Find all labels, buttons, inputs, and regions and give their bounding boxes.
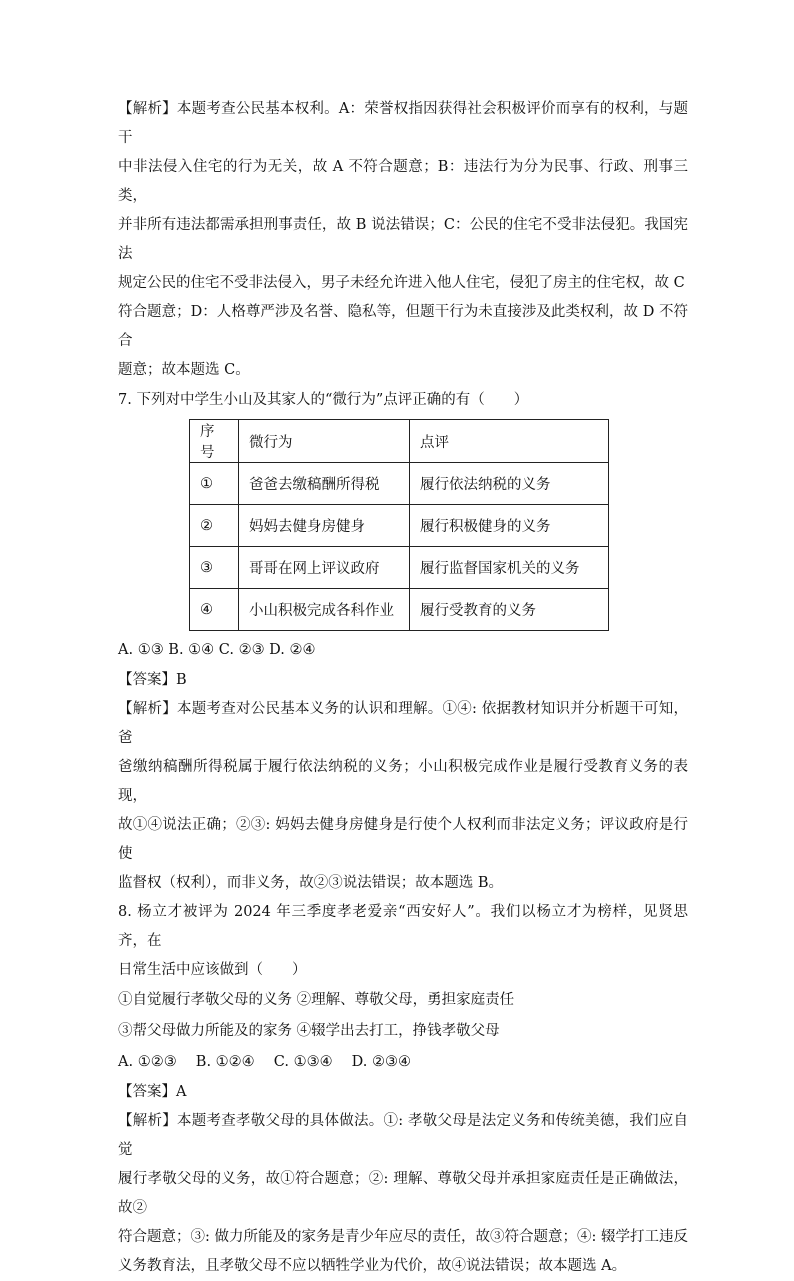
text-line: 规定公民的住宅不受非法侵入，男子未经允许进入他人住宅，侵犯了房主的住宅权，故 C xyxy=(118,275,685,291)
question-7 xyxy=(118,385,688,898)
table-row xyxy=(190,463,609,505)
analysis-block-q6 xyxy=(118,95,688,385)
table-row xyxy=(190,505,609,547)
table-cell: 妈妈去健身房健身 xyxy=(239,505,410,547)
question-stem: 日常生活中应该做到（ ） xyxy=(118,962,307,978)
analysis-line: 义务教育法，且孝敬父母不应以牺牲学业为代价，故④说法错误；故本题选 A。 xyxy=(118,1258,627,1274)
text-line: 并非所有违法都需承担刑事责任，故 B 说法错误；C：公民的住宅不受非法侵犯。我国宪法 xyxy=(118,217,688,262)
answer-options: A. ①③ B. ①④ C. ②③ D. ②④ xyxy=(118,642,316,658)
document-page xyxy=(118,95,688,1281)
table-cell: 履行监督国家机关的义务 xyxy=(410,547,609,589)
statement-items: ①自觉履行孝敬父母的义务 ②理解、尊敬父母，勇担家庭责任 xyxy=(118,992,515,1008)
table-row xyxy=(190,589,609,631)
table-header-cell: 序号 xyxy=(190,420,239,463)
table-cell: 小山积极完成各科作业 xyxy=(239,589,410,631)
answer-line: 【答案】B xyxy=(118,672,187,688)
table-cell: 哥哥在网上评议政府 xyxy=(239,547,410,589)
behavior-table xyxy=(189,419,609,631)
question-stem: 8. 杨立才被评为 2024 年三季度孝老爱亲“西安好人”。我们以杨立才为榜样，见贤思齐，在 xyxy=(118,904,688,949)
text-line: 符合题意；D：人格尊严涉及名誉、隐私等，但题干行为未直接涉及此类权利，故 D 不符合 xyxy=(118,304,688,349)
analysis-line: 【解析】本题考查孝敬父母的具体做法。①: 孝敬父母是法定义务和传统美德，我们应自觉 xyxy=(118,1113,688,1158)
table-cell: 履行依法纳税的义务 xyxy=(410,463,609,505)
table-cell: ② xyxy=(190,505,239,547)
table-cell: ④ xyxy=(190,589,239,631)
table-header-row xyxy=(190,420,609,463)
statement-items: ③帮父母做力所能及的家务 ④辍学出去打工，挣钱孝敬父母 xyxy=(118,1023,500,1039)
table-header-cell: 点评 xyxy=(410,420,609,463)
answer-options: A. ①②③ B. ①②④ C. ①③④ D. ②③④ xyxy=(118,1054,412,1070)
table-cell: ③ xyxy=(190,547,239,589)
analysis-line: 符合题意；③: 做力所能及的家务是青少年应尽的责任，故③符合题意；④: 辍学打工违反 xyxy=(118,1229,688,1245)
text-line: 【解析】本题考查公民基本权利。A：荣誉权指因获得社会积极评价而享有的权利，与题干 xyxy=(118,101,688,146)
analysis-line: 监督权（权利），而非义务，故②③说法错误；故本题选 B。 xyxy=(118,875,504,891)
table-row xyxy=(190,547,609,589)
table-header-cell: 微行为 xyxy=(239,420,410,463)
text-line: 中非法侵入住宅的行为无关，故 A 不符合题意；B：违法行为分为民事、行政、刑事三类， xyxy=(118,159,688,204)
analysis-line: 【解析】本题考查对公民基本义务的认识和理解。①④: 依据教材知识并分析题干可知，爸 xyxy=(118,701,688,746)
text-line: 题意；故本题选 C。 xyxy=(118,362,250,378)
answer-line: 【答案】A xyxy=(118,1084,187,1100)
table-cell: 履行受教育的义务 xyxy=(410,589,609,631)
analysis-line: 履行孝敬父母的义务，故①符合题意；②: 理解、尊敬父母并承担家庭责任是正确做法，故② xyxy=(118,1171,688,1216)
analysis-line: 故①④说法正确；②③: 妈妈去健身房健身是行使个人权利而非法定义务；评议政府是行使 xyxy=(118,817,688,862)
analysis-line: 爸缴纳稿酬所得税属于履行依法纳税的义务；小山积极完成作业是履行受教育义务的表现， xyxy=(118,759,688,804)
question-stem: 7. 下列对中学生小山及其家人的“微行为”点评正确的有（ ） xyxy=(118,392,529,408)
table-cell: ① xyxy=(190,463,239,505)
question-8 xyxy=(118,898,688,1281)
table-cell: 爸爸去缴稿酬所得税 xyxy=(239,463,410,505)
table-cell: 履行积极健身的义务 xyxy=(410,505,609,547)
